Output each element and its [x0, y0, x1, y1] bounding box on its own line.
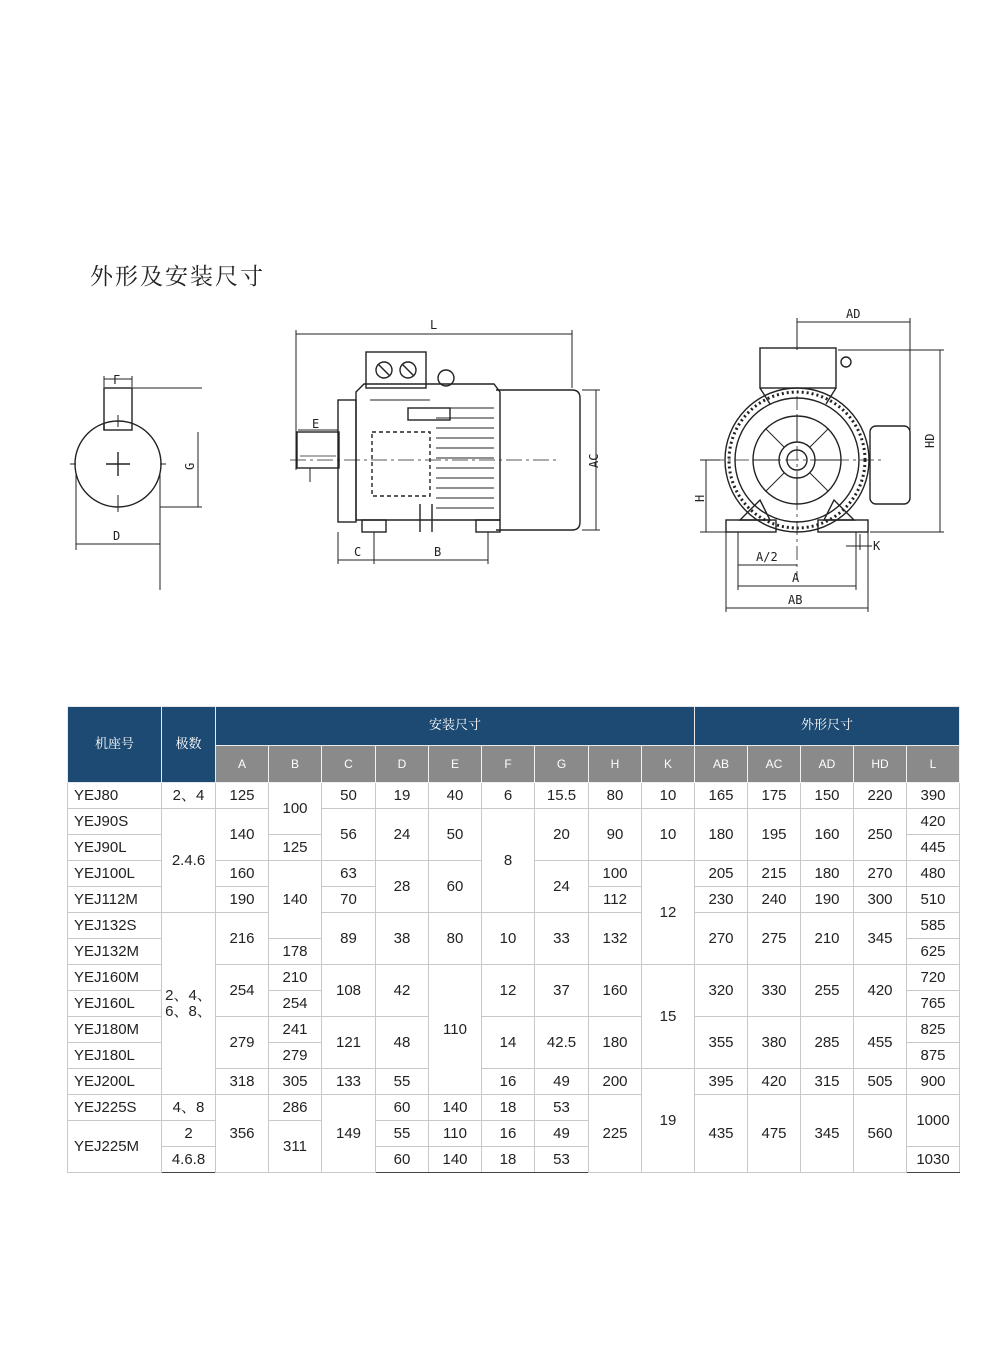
cell: 18 [482, 1095, 535, 1121]
cell: 254 [269, 991, 322, 1017]
cell: 14 [482, 1017, 535, 1069]
cell: 49 [535, 1121, 589, 1147]
label-B: B [434, 545, 442, 559]
col-header: K [642, 746, 695, 783]
cell: 33 [535, 913, 589, 965]
cell: 230 [695, 887, 748, 913]
cell: 24 [376, 809, 429, 861]
cell: 56 [322, 809, 376, 861]
cell: 132 [589, 913, 642, 965]
label-AD: AD [846, 307, 861, 321]
frame-cell: YEJ112M [68, 887, 162, 913]
cell: 875 [907, 1043, 960, 1069]
cell: 108 [322, 965, 376, 1017]
cell: 241 [269, 1017, 322, 1043]
cell: 765 [907, 991, 960, 1017]
cell: 1000 [907, 1095, 960, 1147]
frame-cell: YEJ80 [68, 783, 162, 809]
label-F: F [113, 373, 121, 387]
cell: 720 [907, 965, 960, 991]
cell: 10 [642, 809, 695, 861]
cell: 70 [322, 887, 376, 913]
cell: 240 [748, 887, 801, 913]
cell: 825 [907, 1017, 960, 1043]
cell: 15 [642, 965, 695, 1069]
motor-front-view [700, 318, 944, 612]
poles-cell: 2.4.6 [162, 809, 216, 913]
poles-cell: 2、4 [162, 783, 216, 809]
cell: 275 [748, 913, 801, 965]
cell: 315 [801, 1069, 854, 1095]
cell: 505 [854, 1069, 907, 1095]
poles-line: 6、8、 [165, 1002, 212, 1020]
cell: 89 [322, 913, 376, 965]
cell: 165 [695, 783, 748, 809]
cell: 40 [429, 783, 482, 809]
cell: 63 [322, 861, 376, 887]
frame-cell: YEJ180M [68, 1017, 162, 1043]
table-row [68, 913, 960, 939]
cell: 100 [269, 783, 322, 835]
cell: 48 [376, 1017, 429, 1069]
cell: 6 [482, 783, 535, 809]
cell: 175 [748, 783, 801, 809]
frame-cell: YEJ132S [68, 913, 162, 939]
label-HD: HD [923, 433, 937, 448]
cell: 37 [535, 965, 589, 1017]
label-L: L [430, 318, 438, 332]
table-row [68, 783, 960, 809]
cell: 16 [482, 1069, 535, 1095]
cell: 140 [216, 809, 269, 861]
col-header: G [535, 746, 589, 783]
label-K: K [873, 539, 881, 553]
cell: 90 [589, 809, 642, 861]
frame-cell: YEJ225M [68, 1121, 162, 1173]
label-D: D [113, 529, 121, 543]
cell: 140 [429, 1147, 482, 1173]
cell: 286 [269, 1095, 322, 1121]
cell: 100 [589, 861, 642, 887]
cell: 20 [535, 809, 589, 861]
cell: 200 [589, 1069, 642, 1095]
cell: 390 [907, 783, 960, 809]
cell: 178 [269, 939, 322, 965]
cell: 215 [748, 861, 801, 887]
cell: 311 [269, 1121, 322, 1173]
col-header: B [269, 746, 322, 783]
cell: 355 [695, 1017, 748, 1069]
cell: 279 [216, 1017, 269, 1069]
cell: 900 [907, 1069, 960, 1095]
cell: 220 [854, 783, 907, 809]
cell: 180 [695, 809, 748, 861]
label-H: H [693, 494, 707, 502]
frame-cell: YEJ160M [68, 965, 162, 991]
cell: 15.5 [535, 783, 589, 809]
col-header: E [429, 746, 482, 783]
frame-cell: YEJ90S [68, 809, 162, 835]
col-header: HD [854, 746, 907, 783]
cell: 250 [854, 809, 907, 861]
cell: 60 [376, 1147, 429, 1173]
cell: 150 [801, 783, 854, 809]
cell: 28 [376, 861, 429, 913]
label-A-half: A/2 [756, 550, 778, 564]
col-header: AD [801, 746, 854, 783]
col-header: AC [748, 746, 801, 783]
header-install-dims: 安装尺寸 [216, 707, 695, 746]
col-header: A [216, 746, 269, 783]
cell: 330 [748, 965, 801, 1017]
table-row [68, 809, 960, 835]
header-frame: 机座号 [68, 707, 162, 783]
table-row [68, 1095, 960, 1121]
dimension-drawings [0, 0, 1000, 640]
cell: 380 [748, 1017, 801, 1069]
label-G: G [183, 462, 197, 470]
cell: 395 [695, 1069, 748, 1095]
cell: 49 [535, 1069, 589, 1095]
cell: 110 [429, 965, 482, 1095]
cell: 19 [376, 783, 429, 809]
frame-cell: YEJ100L [68, 861, 162, 887]
cell: 50 [429, 809, 482, 861]
cell: 53 [535, 1147, 589, 1173]
cell: 305 [269, 1069, 322, 1095]
frame-cell: YEJ225S [68, 1095, 162, 1121]
frame-cell: YEJ200L [68, 1069, 162, 1095]
cell: 16 [482, 1121, 535, 1147]
cell: 320 [695, 965, 748, 1017]
frame-cell: YEJ160L [68, 991, 162, 1017]
cell: 80 [429, 913, 482, 965]
dimension-table [67, 706, 960, 1173]
header-outline-dims: 外形尺寸 [695, 707, 960, 746]
label-AC: AC [587, 453, 601, 468]
cell: 18 [482, 1147, 535, 1173]
cell: 345 [854, 913, 907, 965]
cell: 24 [535, 861, 589, 913]
cell: 19 [642, 1069, 695, 1173]
cell: 435 [695, 1095, 748, 1173]
cell: 149 [322, 1095, 376, 1173]
cell: 510 [907, 887, 960, 913]
motor-side-view [290, 330, 600, 564]
cell: 270 [854, 861, 907, 887]
cell: 255 [801, 965, 854, 1017]
cell: 318 [216, 1069, 269, 1095]
frame-cell: YEJ90L [68, 835, 162, 861]
cell: 205 [695, 861, 748, 887]
cell: 216 [216, 913, 269, 965]
cell: 8 [482, 809, 535, 913]
cell: 420 [907, 809, 960, 835]
cell: 195 [748, 809, 801, 861]
cell: 225 [589, 1095, 642, 1173]
label-C: C [354, 545, 362, 559]
col-header: C [322, 746, 376, 783]
cell: 445 [907, 835, 960, 861]
poles-cell: 4.6.8 [162, 1147, 216, 1173]
cell: 480 [907, 861, 960, 887]
cell: 160 [589, 965, 642, 1017]
cell: 625 [907, 939, 960, 965]
col-header: AB [695, 746, 748, 783]
cell: 180 [589, 1017, 642, 1069]
col-header: H [589, 746, 642, 783]
cell: 475 [748, 1095, 801, 1173]
cell: 420 [748, 1069, 801, 1095]
label-A: A [792, 571, 800, 585]
cell: 356 [216, 1095, 269, 1173]
cell: 420 [854, 965, 907, 1017]
cell: 42 [376, 965, 429, 1017]
cell: 160 [801, 809, 854, 861]
cell: 110 [429, 1121, 482, 1147]
poles-cell: 4、8 [162, 1095, 216, 1121]
cell: 60 [429, 861, 482, 913]
cell: 60 [376, 1095, 429, 1121]
cell: 190 [801, 887, 854, 913]
cell: 125 [216, 783, 269, 809]
cell: 10 [642, 783, 695, 809]
cell: 140 [269, 861, 322, 939]
poles-cell: 2 [162, 1121, 216, 1147]
cell: 210 [269, 965, 322, 991]
cell: 160 [216, 861, 269, 887]
cell: 55 [376, 1069, 429, 1095]
cell: 585 [907, 913, 960, 939]
label-E: E [312, 417, 320, 431]
col-header: F [482, 746, 535, 783]
cell: 345 [801, 1095, 854, 1173]
poles-cell [162, 913, 216, 1095]
cell: 140 [429, 1095, 482, 1121]
col-header: D [376, 746, 429, 783]
cell: 12 [642, 861, 695, 965]
col-header: L [907, 746, 960, 783]
cell: 254 [216, 965, 269, 1017]
shaft-end-view [70, 376, 202, 590]
cell: 300 [854, 887, 907, 913]
cell: 38 [376, 913, 429, 965]
cell: 121 [322, 1017, 376, 1069]
cell: 133 [322, 1069, 376, 1095]
cell: 190 [216, 887, 269, 913]
header-poles: 极数 [162, 707, 216, 783]
poles-line: 2、4、 [165, 986, 212, 1004]
cell: 53 [535, 1095, 589, 1121]
frame-cell: YEJ180L [68, 1043, 162, 1069]
cell: 270 [695, 913, 748, 965]
cell: 279 [269, 1043, 322, 1069]
cell: 125 [269, 835, 322, 861]
cell: 285 [801, 1017, 854, 1069]
cell: 1030 [907, 1147, 960, 1173]
label-AB: AB [788, 593, 803, 607]
cell: 80 [589, 783, 642, 809]
frame-cell: YEJ132M [68, 939, 162, 965]
cell: 210 [801, 913, 854, 965]
cell: 112 [589, 887, 642, 913]
cell: 55 [376, 1121, 429, 1147]
page-title: 外形及安装尺寸 [90, 264, 265, 290]
cell: 180 [801, 861, 854, 887]
cell: 12 [482, 965, 535, 1017]
cell: 560 [854, 1095, 907, 1173]
cell: 42.5 [535, 1017, 589, 1069]
cell: 50 [322, 783, 376, 809]
cell: 10 [482, 913, 535, 965]
cell: 455 [854, 1017, 907, 1069]
